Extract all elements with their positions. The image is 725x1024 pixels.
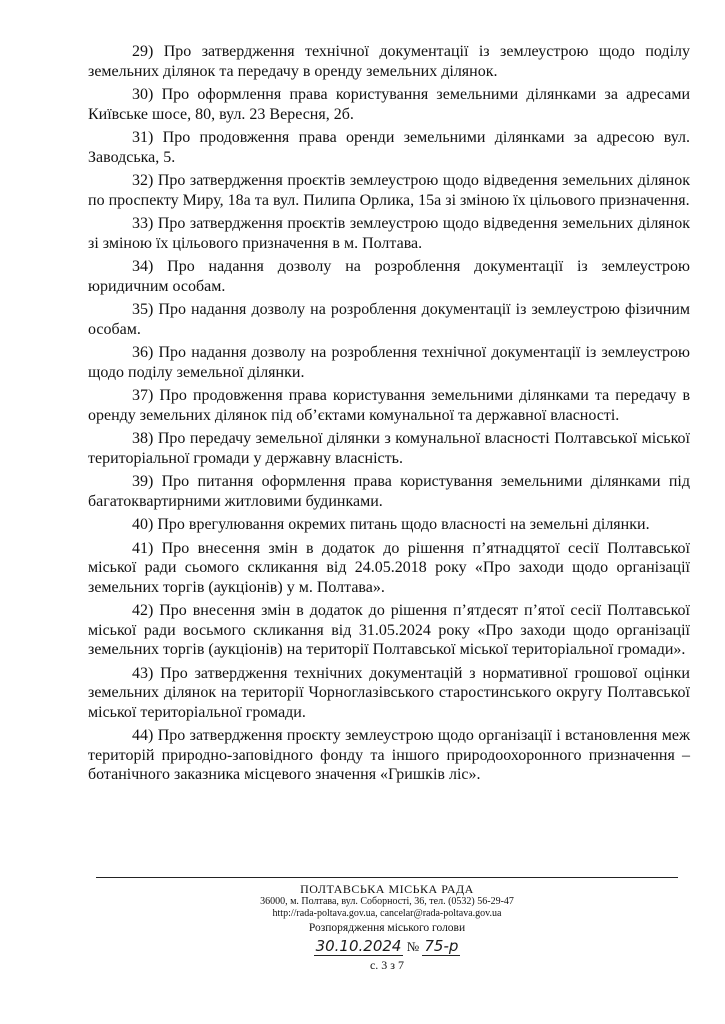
footer-divider	[96, 877, 678, 878]
footer-address: 36000, м. Полтава, вул. Соборності, 36, тел. (0532) 56-29-47	[260, 896, 514, 907]
footer-order-number-row	[96, 936, 678, 956]
agenda-item-31: 31) Про продовження права оренди земельними ділянками за адресою вул. Заводська, 5.	[88, 129, 690, 166]
agenda-item-36: 36) Про надання дозволу на розроблення технічної документації із землеустрою щодо поділу земельної ділянки.	[88, 344, 690, 381]
document-body	[88, 42, 690, 789]
page-footer	[96, 882, 678, 972]
agenda-item-39: 39) Про питання оформлення права користування земельними ділянками під багатоквартирними житловими будинками.	[88, 473, 690, 510]
agenda-item-43: 43) Про затвердження технічних документацій з нормативної грошової оцінки земельних ділянок на території Чорноглазівського старостинського округу Полтавської міської територіальної громади.	[88, 664, 690, 721]
agenda-item-29: 29) Про затвердження технічної документації із землеустрою щодо поділу земельних ділянок та передачу в оренду земельних ділянок.	[88, 43, 690, 80]
page-number: с. 3 з 7	[369, 958, 405, 972]
footer-contacts: http://rada-poltava.gov.ua, cancelar@rada-poltava.gov.ua	[272, 908, 502, 919]
order-date: 30.10.2024	[315, 937, 402, 955]
agenda-item-38: 38) Про передачу земельної ділянки з комунальної власності Полтавської міської територіальної громади у державну власність.	[88, 430, 690, 467]
agenda-item-35: 35) Про надання дозволу на розроблення документації із землеустрою фізичним особам.	[88, 301, 690, 338]
agenda-item-33: 33) Про затвердження проєктів землеустрою щодо відведення земельних ділянок зі зміною їх цільового призначення в м. Полтава.	[88, 215, 690, 252]
footer-order-label: Розпорядження міського голови	[308, 922, 466, 934]
agenda-item-34: 34) Про надання дозволу на розроблення документації із землеустрою юридичним особам.	[88, 258, 690, 295]
agenda-item-37: 37) Про продовження права користування земельними ділянками та передачу в оренду земельних ділянок під об’єктами комунальної та державної власності.	[88, 387, 690, 424]
number-sign: №	[406, 939, 420, 954]
agenda-item-32: 32) Про затвердження проєктів землеустрою щодо відведення земельних ділянок по проспекту Миру, 18а та вул. Пилипа Орлика, 15а зі зміною їх цільового призначення.	[88, 172, 690, 209]
agenda-item-30: 30) Про оформлення права користування земельними ділянками за адресами Київське шосе, 80, вул. 23 Вересня, 2б.	[88, 86, 690, 123]
agenda-item-44: 44) Про затвердження проєкту землеустрою щодо організації і встановлення меж територій природно-заповідного фонду та іншого природоохоронного призначення – ботанічного заказника місцевого значення «Гришків ліс».	[88, 727, 690, 783]
agenda-item-40: 40) Про врегулювання окремих питань щодо власності на земельні ділянки.	[132, 516, 650, 533]
order-number: 75-р	[424, 937, 459, 955]
footer-organization: ПОЛТАВСЬКА МІСЬКА РАДА	[300, 882, 474, 896]
agenda-item-42: 42) Про внесення змін в додаток до рішення п’ятдесят п’ятої сесії Полтавської міської ради восьмого скликання від 31.05.2024 року «Про заходи щодо організації земельних торгів (аукціонів) на території Полтавської міської територіальної громади».	[88, 602, 690, 658]
agenda-item-41: 41) Про внесення змін в додаток до рішення п’ятнадцятої сесії Полтавської міської ради сьомого скликання від 24.05.2018 року «Про заходи щодо організації земельних торгів (аукціонів) у м. Полтава».	[88, 539, 690, 596]
